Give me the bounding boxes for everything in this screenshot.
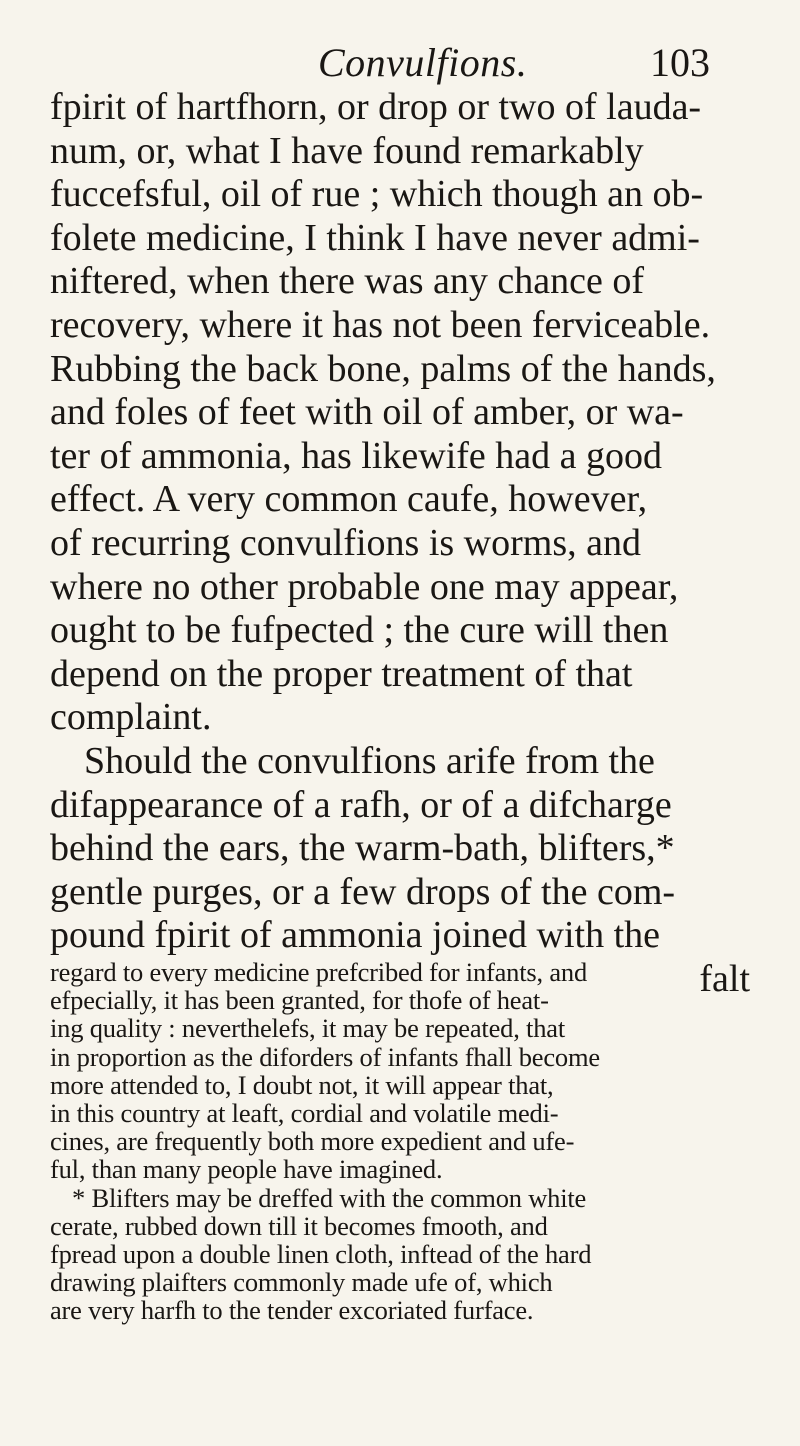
- footnotes: [50, 958, 750, 1325]
- main-text: [50, 86, 750, 1001]
- text-line: depend on the proper treatment of that: [50, 652, 633, 695]
- text-line: Rubbing the back bone, palms of the hands,: [50, 347, 716, 390]
- footnote-line: regard to every medicine prefcribed for infants, and: [50, 957, 588, 987]
- footnote-line: in this country at leaft, cordial and volatile medi-: [50, 1098, 559, 1129]
- footnote-line: ing quality : neverthelefs, it may be repeated, that: [50, 1013, 565, 1044]
- text-line: niftered, when there was any chance of: [50, 260, 644, 303]
- footnote-line: more attended to, I doubt not, it will appear that,: [50, 1069, 554, 1100]
- text-line: where no other probable one may appear,: [50, 565, 679, 608]
- text-line: of recurring convulfions is worms, and: [50, 521, 641, 564]
- footnote-line: in proportion as the diforders of infants fhall become: [50, 1041, 600, 1072]
- footnote-line: efpecially, it has been granted, for thofe of heat-: [50, 985, 549, 1016]
- text-line: Should the convulfions arife from the: [84, 739, 655, 782]
- text-line: gentle purges, or a few drops of the com-: [50, 870, 676, 913]
- text-line: fuccefsful, oil of rue ; which though an ob-: [50, 173, 704, 216]
- footnote-line: are very harfh to the tender excoriated furface.: [50, 1295, 534, 1326]
- footnote-line: cerate, rubbed down till it becomes fmooth, and: [50, 1210, 548, 1241]
- running-title: Convulfions.: [318, 40, 528, 85]
- page-number: 103: [650, 40, 710, 85]
- text-line: recovery, where it has not been ferviceable.: [50, 303, 711, 346]
- text-line: ter of ammonia, has likewife had a good: [50, 434, 663, 477]
- catchword: falt: [699, 957, 750, 1000]
- footnote-line: drawing plaifters commonly made ufe of, which: [50, 1267, 553, 1298]
- text-line: and foles of feet with oil of amber, or wa-: [50, 391, 684, 434]
- text-line: behind the ears, the warm-bath, blifters,*: [50, 827, 675, 870]
- text-line: effect. A very common caufe, however,: [50, 478, 648, 521]
- footnote-line: * Blifters may be dreffed with the common white: [72, 1182, 587, 1213]
- footnote-line: ful, than many people have imagined.: [50, 1154, 443, 1185]
- page-header: [0, 38, 800, 88]
- footnote-line: fpread upon a double linen cloth, inftead of the hard: [50, 1239, 592, 1270]
- text-line: complaint.: [50, 696, 212, 739]
- text-line: ought to be fufpected ; the cure will then: [50, 609, 669, 652]
- text-line: num, or, what I have found remarkably: [50, 129, 644, 172]
- text-line: folete medicine, I think I have never admi-: [50, 216, 700, 259]
- text-line: difappearance of a rafh, or of a difcharge: [50, 783, 672, 826]
- footnote-line: cines, are frequently both more expedient and ufe-: [50, 1126, 575, 1157]
- text-line: pound fpirit of ammonia joined with the: [50, 914, 661, 957]
- text-line: fpirit of hartfhorn, or drop or two of lauda-: [50, 86, 702, 128]
